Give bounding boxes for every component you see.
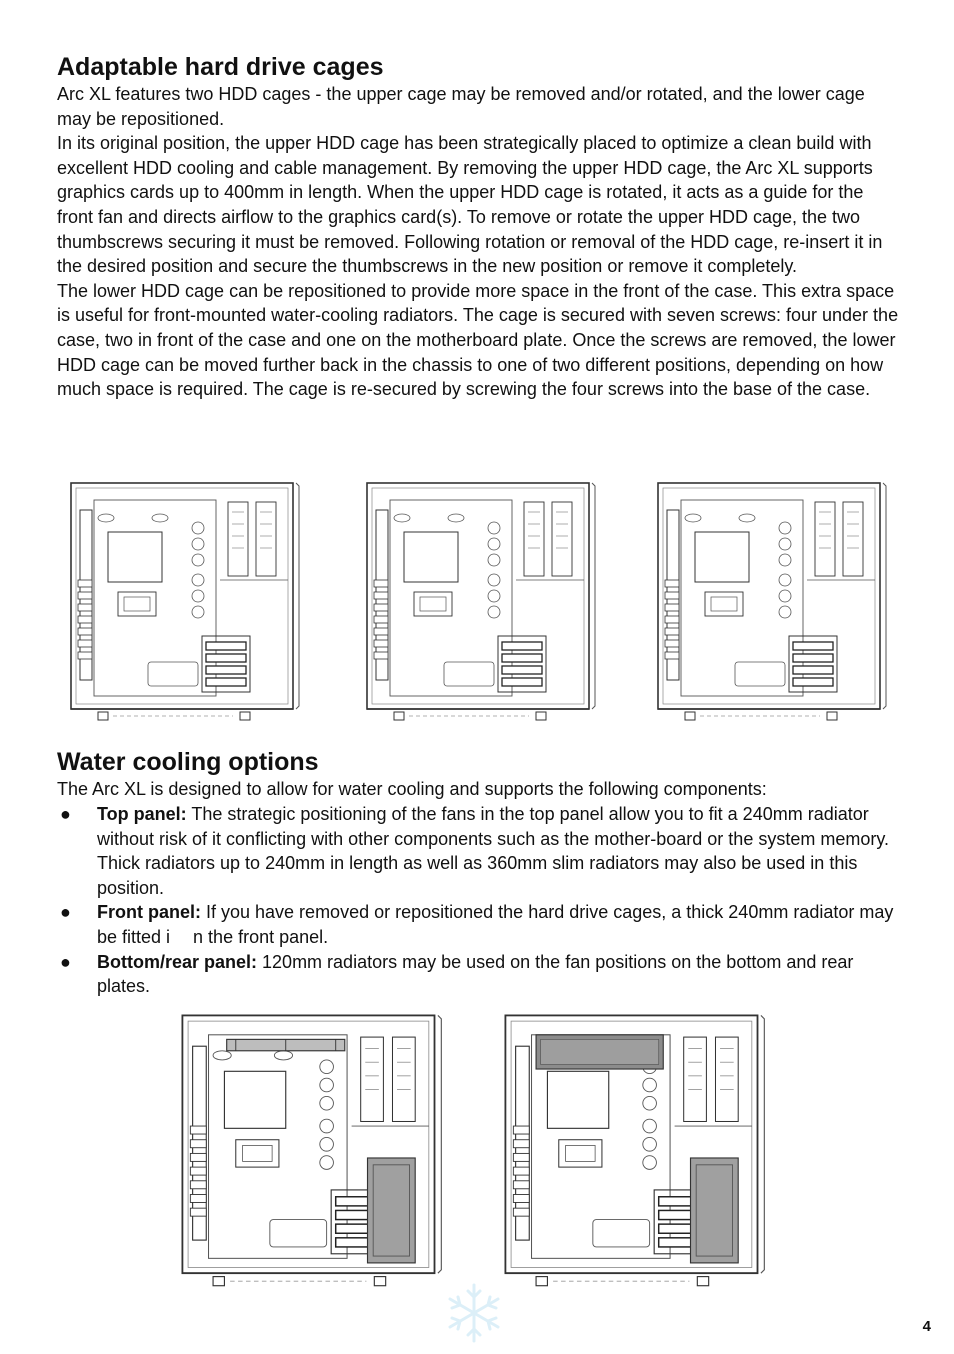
case-diagram-top-radiator bbox=[179, 1012, 447, 1288]
front-fan bbox=[368, 1158, 416, 1263]
paragraph: Arc XL features two HDD cages - the upper cage may be removed and/or rotated, and the lower cage may be repositioned. bbox=[57, 84, 865, 129]
paragraph: The lower HDD cage can be repositioned to provide more space in the front of the case. This extra space is useful for front-mounted water-cooling radiators. The cage is secured with seven screws: four under the case, two in front of the case and one on the motherboard plate. Once the screws are removed, the lower HDD cage can be moved further back in the chassis to one of two different positions, depending on how much space is required. The cage is re-secured by screwing the four screws into the base of the case. bbox=[57, 280, 899, 400]
water-cooling-list bbox=[57, 802, 902, 999]
bullet-label: Front panel: bbox=[97, 902, 201, 923]
bullet-text: 120mm radiators may be used on the fan positions on the bottom and rear plates. bbox=[97, 951, 854, 997]
section-title-hdd-cages: Adaptable hard drive cages bbox=[57, 53, 384, 81]
bullet-icon: ● bbox=[60, 951, 71, 972]
case-diagram-thick-radiator bbox=[502, 1012, 770, 1288]
case-diagram-cage-position-2 bbox=[364, 480, 600, 722]
bullet-label: Bottom/rear panel: bbox=[97, 951, 258, 972]
paragraph: In its original position, the upper HDD cage has been strategically placed to optimize a clean build with excellent HDD cooling and cable management. By removing the upper HDD cage, the Arc XL supports graphics cards up to 400mm in length. When the upper HDD cage is rotated, it acts as a guide for the front fan and directs airflow to the graphics card(s). To remove or rotate the upper HDD cage, the two thumbscrews securing it must be removed. Following rotation or removal of the HDD cage, re-insert it in the desired position and secure the thumbscrews in the new position or remove it completely. bbox=[57, 133, 883, 277]
top-radiator bbox=[227, 1039, 345, 1050]
page-number: 4 bbox=[922, 1318, 931, 1335]
list-item-bottom-rear-panel bbox=[57, 950, 902, 999]
case-diagram-cage-original bbox=[68, 480, 304, 722]
case-diagram-cage-position-3 bbox=[655, 480, 891, 722]
case-line-drawing bbox=[367, 483, 595, 720]
bullet-icon: ● bbox=[60, 902, 71, 923]
list-item-top-panel bbox=[57, 802, 902, 900]
bullet-text: The strategic positioning of the fans in the top panel allow you to fit a 240mm radiator without risk of it conflicting with other components such as the mother-board or the system memory. Thick radiators up to 240mm in length as well as 360mm slim radiators may also be used in this position. bbox=[97, 804, 889, 898]
snowflake-icon bbox=[443, 1282, 505, 1344]
top-radiator-thick bbox=[536, 1035, 663, 1069]
section-title-water-cooling: Water cooling options bbox=[57, 748, 319, 776]
bullet-text: If you have removed or repositioned the hard drive cages, a thick 240mm radiator may be fitted i n the front panel. bbox=[97, 902, 894, 947]
bullet-label: Top panel: bbox=[97, 804, 187, 824]
list-item-front-panel bbox=[57, 900, 902, 949]
bullet-icon: ● bbox=[60, 804, 71, 824]
case-line-drawing bbox=[658, 483, 886, 720]
case-line-drawing bbox=[71, 483, 299, 720]
front-fan bbox=[691, 1158, 739, 1263]
water-cooling-intro: The Arc XL is designed to allow for water cooling and supports the following components: bbox=[57, 779, 767, 799]
hdd-cages-text bbox=[57, 82, 902, 402]
